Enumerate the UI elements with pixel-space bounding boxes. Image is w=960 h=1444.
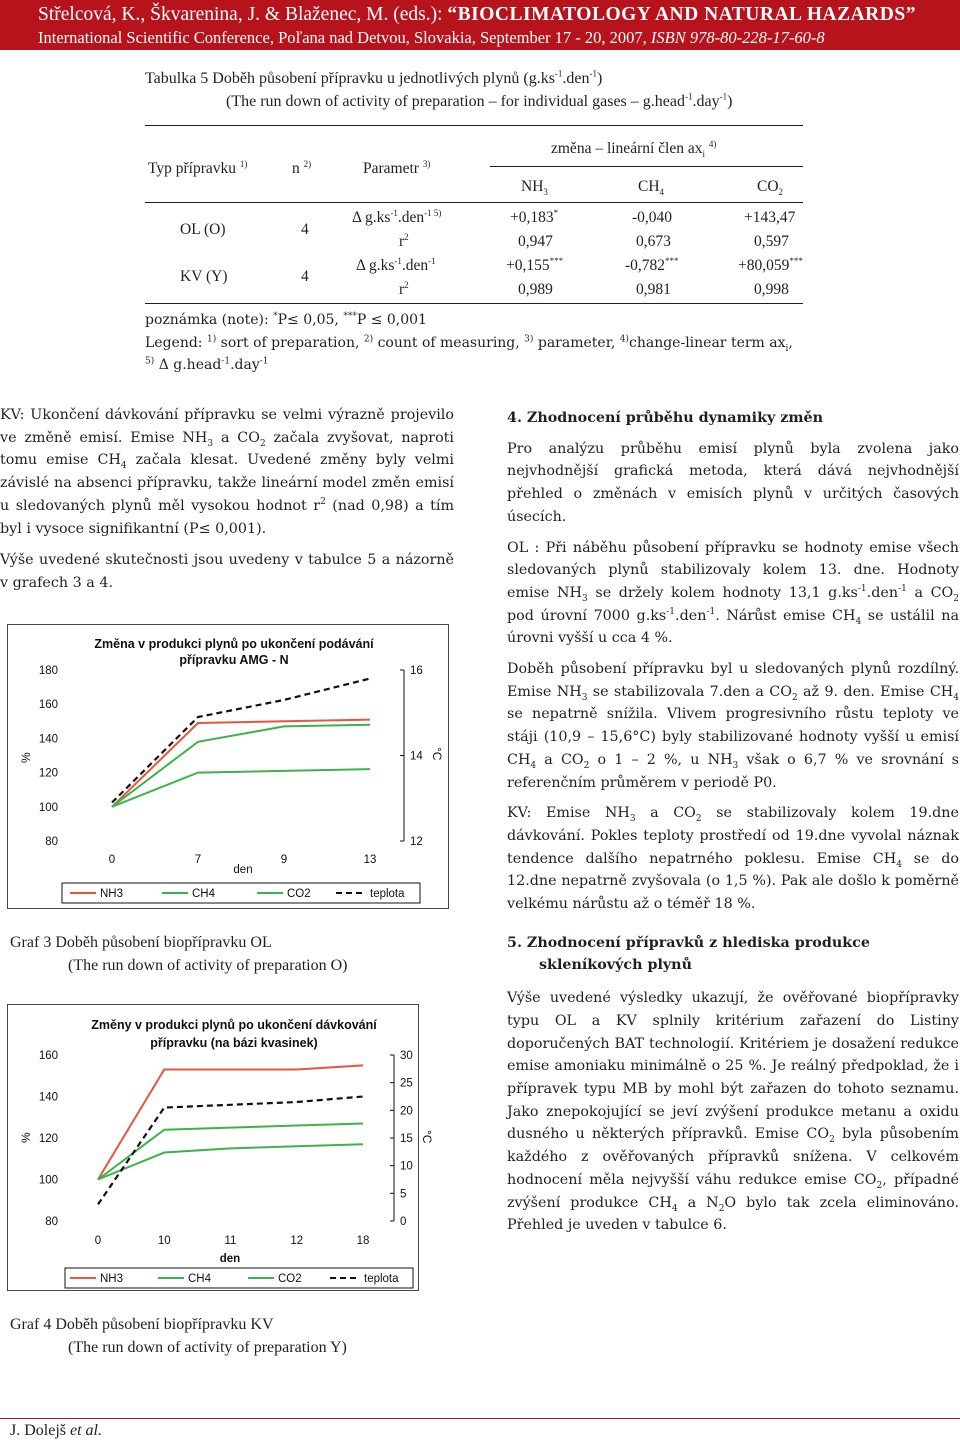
table-row2-ch4: -0,782*** bbox=[625, 255, 679, 274]
y2-tick-label: 15 bbox=[400, 1133, 413, 1145]
table-gas-co2: $CO_2$ bbox=[757, 178, 784, 198]
y2-tick-label: 12 bbox=[410, 836, 423, 848]
y-tick-label: 120 bbox=[38, 1133, 58, 1145]
table-col-change: změna – lineární člen $ax_i$ $^{4)}$ bbox=[551, 138, 717, 160]
legend-label-co2: CO2 bbox=[278, 1273, 302, 1285]
table-col-param: Parametr $^{3)}$ bbox=[363, 158, 431, 177]
section-5-heading-1: 5. Zhodnocení přípravků z hlediska produkce bbox=[507, 934, 870, 951]
series-line-ch4 bbox=[112, 725, 370, 807]
section-4-heading: 4. Zhodnocení průběhu dynamiky změn bbox=[507, 410, 824, 426]
table-caption-cz: Tabulka 5 Doběh působení přípravku u jednotlivých plynů $(g.ks^{-1}.den^{-1})$ bbox=[145, 68, 603, 87]
table-row2-co2-r2: 0,998 bbox=[754, 281, 789, 298]
legend-label-ch4: CH4 bbox=[192, 888, 216, 900]
chart-title-line-2: přípravku (na bázi kvasinek) bbox=[150, 1036, 318, 1050]
table-row2-ch4-r2: 0,981 bbox=[636, 281, 671, 298]
x-tick-label: 12 bbox=[290, 1235, 304, 1247]
legend-label-teplota: teplota bbox=[364, 1273, 399, 1285]
y2-tick-label: 25 bbox=[400, 1077, 413, 1090]
y-tick-label: 120 bbox=[38, 767, 58, 780]
y-tick-label: 140 bbox=[38, 1091, 58, 1104]
x-tick-label: 0 bbox=[94, 1235, 102, 1247]
table-row1-param2: $r^2$ bbox=[399, 231, 409, 250]
header-title: “BIOCLIMATOLOGY AND NATURAL HAZARDS” bbox=[447, 4, 916, 25]
table-col-type: Typ přípravku $^{1)}$ bbox=[148, 158, 248, 177]
legend-label-teplota: teplota bbox=[370, 888, 405, 900]
table-bottom-rule bbox=[145, 303, 803, 304]
table-row2-param2: $r^2$ bbox=[399, 279, 409, 298]
chart-title-line-1: Změna v produkci plynů po ukončení podávání bbox=[94, 637, 374, 651]
chart-3-caption-1: Graf 3 Doběh působení biopřípravku OL bbox=[10, 934, 272, 951]
y2-tick-label: 14 bbox=[410, 750, 423, 763]
series-line-co2 bbox=[112, 769, 370, 807]
legend-label-ch4: CH4 bbox=[188, 1273, 212, 1285]
left-para-2: Výše uvedené skutečnosti jsou uvedeny v tabulce 5 a názorně v grafech 3 a 4. bbox=[0, 552, 454, 591]
legend-label-co2: CO2 bbox=[287, 888, 311, 900]
table-row2-nh3-r2: 0,989 bbox=[518, 281, 553, 298]
table-head-rule bbox=[145, 202, 803, 203]
table-gas-nh3: $NH_3$ bbox=[521, 178, 548, 198]
table-sub-rule bbox=[490, 166, 803, 167]
table-col-n: n $^{2)}$ bbox=[292, 158, 312, 177]
x-axis-label: den bbox=[233, 864, 253, 876]
right-para-2: OL : Při náběhu působení přípravku se hodnoty emise všech sledovaných plynů stabilizovaly kolem 13. dne. Hodnoty emise $NH_3$ se držely kolem hodnoty 13,1 $g.ks^{-1}.den^{-1}$ a $CO_2$ pod úrovní 7000 $g.ks^{-1}.den^{-1}$. Nárůst emise $CH_4$ se ustálil na úrovni vyšší u cca 4 %. bbox=[507, 539, 959, 647]
table-row1-param1: Δ $g.ks^{-1}.den^{-1 5)}$ bbox=[352, 207, 442, 226]
y2-tick-label: 0 bbox=[400, 1216, 407, 1228]
table-row1-nh3-r2: 0,947 bbox=[518, 233, 553, 250]
x-tick-label: 10 bbox=[157, 1235, 171, 1247]
chart-3 bbox=[7, 624, 449, 909]
footer-rule bbox=[0, 1418, 960, 1419]
y-axis-label: % bbox=[19, 1132, 33, 1143]
y-tick-label: 160 bbox=[38, 699, 58, 712]
x-tick-label: 9 bbox=[280, 854, 288, 866]
y2-tick-label: 20 bbox=[400, 1105, 413, 1118]
right-text bbox=[507, 407, 959, 1237]
right-para-3: Doběh působení přípravku byl u sledovaných plynů rozdílný. Emise $NH_3$ se stabilizovala 7.den a $CO_2$ až 9. den. Emise $CH_4$ se nepatrně snížila. Vlivem progresivního růstu teploty ve stáji (10,9 – 15,6°C) byly stabilizované hodnoty vyšší u emisí $CH_4$ a $CO_2$ o 1 – 2 %, u $NH_3$ však o 6,7 % ve srovnání s referenčním průměrem v periodě P0. bbox=[507, 661, 960, 791]
table-row2-co2: +80,059*** bbox=[738, 255, 803, 274]
table-row1-co2-r2: 0,597 bbox=[754, 233, 789, 250]
series-line-teplota bbox=[112, 679, 370, 803]
chart-title-line-1: Změny v produkci plynů po ukončení dávkování bbox=[91, 1018, 377, 1032]
x-tick-label: 7 bbox=[194, 854, 202, 866]
y2-tick-label: 5 bbox=[400, 1188, 407, 1201]
y2-axis-label: °C bbox=[430, 747, 444, 761]
page-header bbox=[0, 0, 960, 50]
y2-axis-label: °C bbox=[420, 1130, 434, 1144]
header-line-1 bbox=[38, 4, 916, 26]
y2-tick-label: 30 bbox=[400, 1050, 413, 1062]
header-authors: Střelcová, K., Škvarenina, J. & Blaženec, M. (eds.): bbox=[38, 4, 443, 25]
y-tick-label: 80 bbox=[45, 836, 58, 848]
table-caption-en: (The run down of activity of preparation – for individual gases – g.head$^{-1}$.day$^{-1}$) bbox=[226, 91, 733, 110]
x-tick-label: 0 bbox=[108, 854, 116, 866]
x-axis-label: den bbox=[219, 1253, 241, 1265]
y-axis-label: % bbox=[19, 752, 33, 763]
left-text bbox=[0, 404, 454, 595]
table-legend-1: Legend: $^{1)}$ sort of preparation, $^{2)}$ count of measuring, $^{3)}$ parameter, $^{4)}$change-linear term $ax_i$, bbox=[145, 334, 793, 354]
y-tick-label: 100 bbox=[38, 801, 58, 814]
chart-4-caption-2: (The run down of activity of preparation Y) bbox=[68, 1339, 347, 1356]
section-5-heading-2: skleníkových plynů bbox=[539, 957, 692, 974]
table-row2-n: 4 bbox=[301, 268, 309, 285]
footer-author-name: J. Dolejš bbox=[10, 1422, 66, 1439]
footer-etal: et al. bbox=[70, 1422, 102, 1439]
y-tick-label: 100 bbox=[38, 1174, 58, 1187]
table-note: poznámka (note): *P≤ 0,05, ***P ≤ 0,001 bbox=[145, 311, 427, 328]
right-para-1: Pro analýzu průběhu emisí plynů byla zvolena jako nejvhodnější grafická metoda, která dává nejvhodnější přehled o změnách v emisích plynů v určitých časových úsecích. bbox=[507, 440, 959, 525]
header-isbn: ISBN 978-80-228-17-60-8 bbox=[650, 28, 825, 47]
chart-4-svg bbox=[8, 1005, 434, 1290]
left-para-1: KV: Ukončení dávkování přípravku se velmi výrazně projevilo ve změně emisí. Emise $NH_3$ a $CO_2$ začala zvyšovat, naproti tomu emise $CH_4$ začala klesat. Uvedené změny byly velmi závislé na absenci přípravku, takže lineární model změn emisí u sledovaných plynů měl vysokou hodnot $r^2$ (nad 0,98) a tím byl i vysoce signifikantní (P≤ 0,001). bbox=[0, 407, 455, 537]
y-tick-label: 180 bbox=[38, 665, 58, 677]
x-tick-label: 11 bbox=[224, 1235, 237, 1247]
series-line-co2 bbox=[98, 1123, 363, 1179]
table-row1-co2: +143,47 bbox=[744, 209, 796, 226]
chart-3-caption-2: (The run down of activity of preparation O) bbox=[68, 957, 348, 974]
table-legend-2: $^{5)}$ Δ g.head$^{-1}$.day$^{-1}$ bbox=[145, 356, 269, 373]
table-row1-type: OL (O) bbox=[180, 221, 226, 238]
legend-label-nh3: NH3 bbox=[100, 1273, 124, 1285]
x-tick-label: 13 bbox=[363, 854, 377, 866]
table-row2-nh3: +0,155*** bbox=[506, 255, 564, 274]
chart-title-line-2: přípravku AMG - N bbox=[179, 653, 289, 667]
header-line-2 bbox=[38, 28, 825, 48]
table-row2-param1: Δ $g.ks^{-1}.den^{-1}$ bbox=[356, 255, 436, 274]
footer-author bbox=[10, 1422, 102, 1440]
header-conference: International Scientific Conference, Poľana nad Detvou, Slovakia, September 17 - 20, 2007, bbox=[38, 28, 647, 47]
table-row1-ch4-r2: 0,673 bbox=[636, 233, 671, 250]
y-tick-label: 160 bbox=[38, 1050, 58, 1062]
table-gas-ch4: $CH_4$ bbox=[638, 178, 665, 198]
legend-label-nh3: NH3 bbox=[100, 888, 124, 900]
y2-tick-label: 16 bbox=[410, 665, 423, 677]
y2-tick-label: 10 bbox=[400, 1160, 413, 1173]
table-row1-nh3: +0,183* bbox=[510, 207, 559, 226]
y-tick-label: 80 bbox=[45, 1216, 58, 1228]
table-top-rule bbox=[145, 125, 803, 126]
right-para-4: KV: Emise $NH_3$ a $CO_2$ se stabilizovaly kolem 19.dne dávkování. Pokles teploty prostředí od 19.dne vyvolal náznak tendence dalšího nepatrného poklesu. Emise $CH_4$ se do 12.dne nepatrně zvyšovala (o 1,5 %). Pak ale došlo k poměrně velkému nárůstu až o téměř 18 %. bbox=[507, 805, 959, 913]
right-para-5: Výše uvedené výsledky ukazují, že ověřované biopřípravky typu OL a KV splnily kritérium zařazení do Listiny doporučených BAT technologií. Kritériem je dosažení redukce emise amoniaku minimálně o 25 %. Je reálný předpoklad, že i přípravek typu MB by mohl být zařazen do tohoto seznamu. Jako znepokojující se jeví zvýšení produkce metanu a oxidu dusného u některých přípravků. Emise $CO_2$ byla působením každého z ověřovaných přípravků snížena. V celkovém hodnocení měla nejvyšší váhu redukce emise $CO_2$, případné zvýšení produkce $CH_4$ a $N_2O$ bylo tak zcela eliminováno. Přehled je uveden v tabulce 6. bbox=[507, 990, 959, 1234]
table-row2-type: KV (Y) bbox=[180, 268, 228, 285]
x-tick-label: 18 bbox=[356, 1235, 370, 1247]
y-tick-label: 140 bbox=[38, 733, 58, 746]
table-row1-ch4: -0,040 bbox=[632, 209, 673, 226]
chart-3-svg bbox=[8, 625, 448, 908]
table-row1-n: 4 bbox=[301, 221, 309, 238]
chart-4 bbox=[7, 1004, 434, 1291]
chart-4-caption-1: Graf 4 Doběh působení biopřípravku KV bbox=[10, 1316, 274, 1333]
